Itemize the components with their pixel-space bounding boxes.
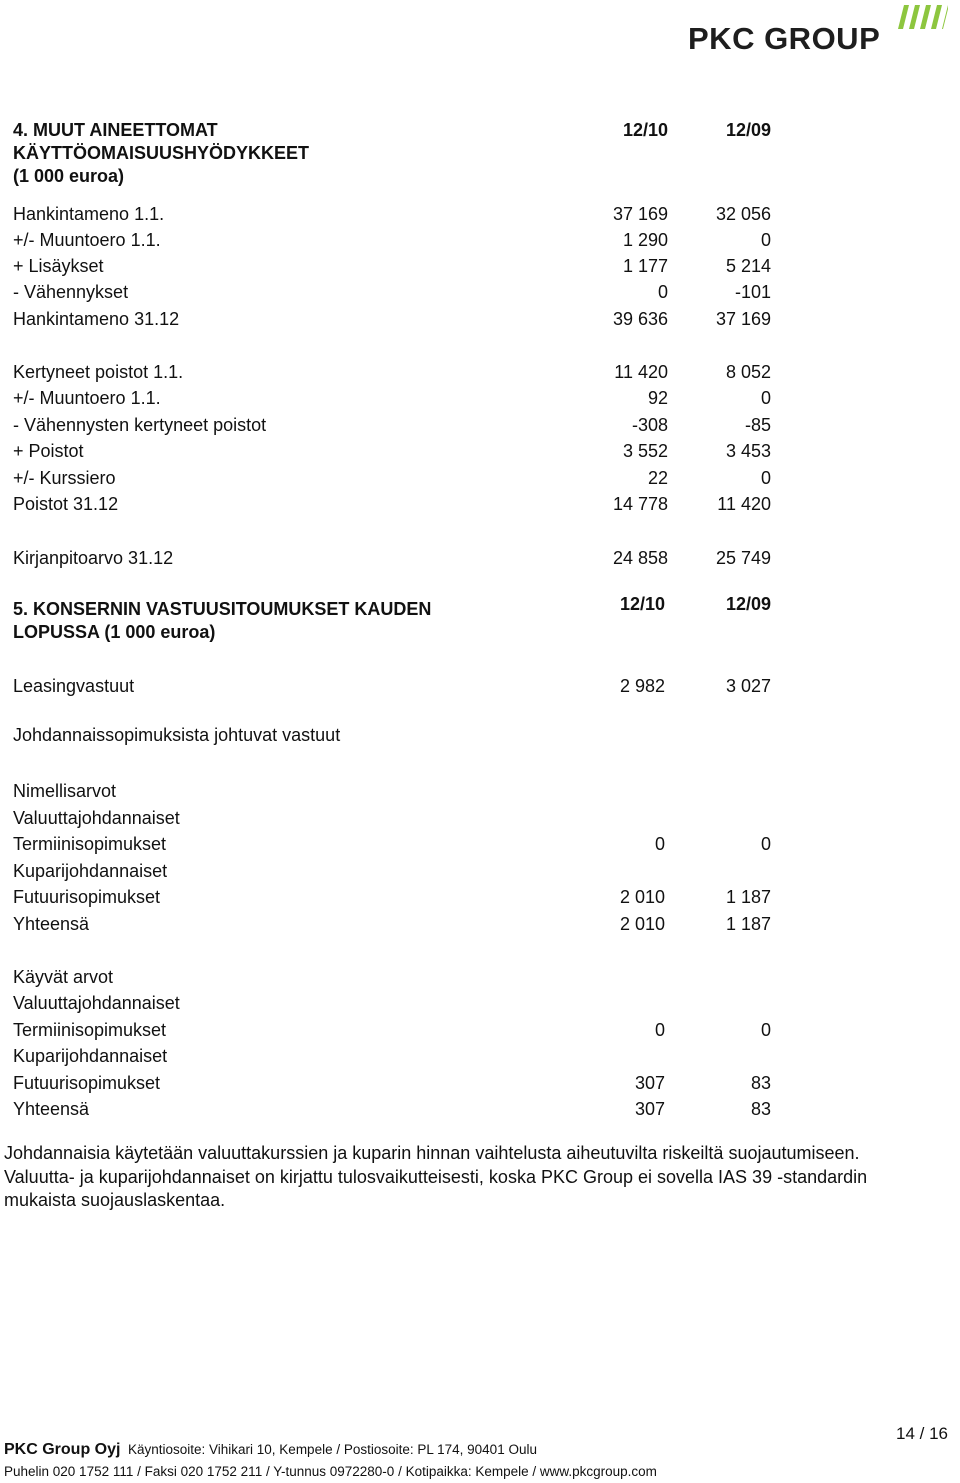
row-label: Kuparijohdannaiset bbox=[13, 1046, 168, 1066]
row-label: +/- Muuntoero 1.1. bbox=[13, 230, 161, 250]
row-value-12-10: 22 bbox=[647, 468, 668, 488]
row-label: + Lisäykset bbox=[13, 256, 104, 276]
row-value-12-10: 0 bbox=[654, 834, 665, 854]
note-line: Valuutta- ja kuparijohdannaiset on kirjattu tulosvaikutteisesti, koska PKC Group ei sovella IAS 39 -standardin bbox=[4, 1166, 868, 1187]
row-label: + Poistot bbox=[13, 441, 84, 461]
table-row bbox=[0, 832, 960, 856]
section5-title-line1: 5. KONSERNIN VASTUUSITOUMUKSET KAUDEN bbox=[13, 599, 432, 619]
row-value-12-09: 37 169 bbox=[715, 309, 771, 329]
row-label: Futuurisopimukset bbox=[13, 887, 161, 907]
page-number: 14 / 16 bbox=[896, 1424, 948, 1443]
row-value-12-09: 0 bbox=[760, 1020, 771, 1040]
table-row bbox=[0, 1044, 960, 1068]
table-row bbox=[0, 1097, 960, 1121]
section5-col-header-2: 12/09 bbox=[725, 594, 771, 614]
table-row bbox=[0, 723, 960, 747]
row-value-12-09: 3 453 bbox=[725, 441, 771, 461]
row-value-12-10: 14 778 bbox=[612, 494, 668, 514]
row-label: Käyvät arvot bbox=[13, 967, 114, 987]
note-line: mukaista suojauslaskentaa. bbox=[4, 1190, 226, 1210]
section4-col-header-1: 12/10 bbox=[622, 120, 668, 140]
row-value-12-10: 1 290 bbox=[622, 230, 668, 250]
table-row bbox=[0, 360, 960, 384]
section4-title-line1: 4. MUUT AINEETTOMAT bbox=[13, 120, 218, 140]
row-label: Valuuttajohdannaiset bbox=[13, 993, 180, 1013]
table-row bbox=[0, 254, 960, 278]
table-row bbox=[0, 674, 960, 698]
row-label: Kirjanpitoarvo 31.12 bbox=[13, 548, 174, 568]
pkc-group-logo bbox=[688, 0, 960, 60]
row-value-12-10: 37 169 bbox=[612, 204, 668, 224]
row-label: Termiinisopimukset bbox=[13, 834, 167, 854]
note-paragraph bbox=[4, 1142, 960, 1213]
section4-title-line2: KÄYTTÖOMAISUUSHYÖDYKKEET bbox=[13, 143, 310, 163]
table-row bbox=[0, 806, 960, 830]
row-label: Kertyneet poistot 1.1. bbox=[13, 362, 184, 382]
row-value-12-09: 11 420 bbox=[717, 494, 771, 514]
row-value-12-10: 0 bbox=[657, 282, 668, 302]
footer-line1 bbox=[4, 1441, 537, 1459]
table-row bbox=[0, 280, 960, 304]
row-value-12-09: 25 749 bbox=[715, 548, 771, 568]
table-row bbox=[0, 413, 960, 437]
row-value-12-10: 2 010 bbox=[619, 887, 665, 907]
row-value-12-09: 0 bbox=[760, 468, 771, 488]
section5-col-header-1: 12/10 bbox=[619, 594, 665, 614]
row-value-12-09: 83 bbox=[750, 1099, 771, 1119]
row-value-12-09: 3 027 bbox=[725, 676, 771, 696]
table-row bbox=[0, 492, 960, 516]
row-value-12-09: -101 bbox=[734, 282, 771, 302]
footer-company: PKC Group Oyj bbox=[4, 1441, 121, 1458]
table-row bbox=[0, 202, 960, 226]
table-row bbox=[0, 546, 960, 570]
logo-stripes-icon bbox=[898, 5, 948, 29]
row-label: +/- Muuntoero 1.1. bbox=[13, 388, 161, 408]
row-value-12-09: 1 187 bbox=[725, 887, 771, 907]
row-value-12-09: 5 214 bbox=[725, 256, 771, 276]
row-label: - Vähennykset bbox=[13, 282, 129, 302]
footer-address: Käyntiosoite: Vihikari 10, Kempele / Postiosoite: PL 174, 90401 Oulu bbox=[127, 1442, 537, 1457]
row-value-12-10: -308 bbox=[631, 415, 668, 435]
section4-col-header-2: 12/09 bbox=[725, 120, 771, 140]
row-label: Nimellisarvot bbox=[13, 781, 117, 801]
row-value-12-10: 24 858 bbox=[612, 548, 668, 568]
row-value-12-09: 1 187 bbox=[725, 914, 771, 934]
row-label: Futuurisopimukset bbox=[13, 1073, 161, 1093]
row-value-12-10: 2 982 bbox=[619, 676, 665, 696]
section4-title-line3: (1 000 euroa) bbox=[13, 166, 125, 186]
row-value-12-09: 0 bbox=[760, 834, 771, 854]
row-value-12-10: 3 552 bbox=[622, 441, 668, 461]
row-value-12-09: 83 bbox=[750, 1073, 771, 1093]
row-label: +/- Kurssiero bbox=[13, 468, 116, 488]
note-line: Johdannaisia käytetään valuuttakurssien ja kuparin hinnan vaihtelusta aiheutuvilta riskeiltä suojautumiseen. bbox=[4, 1143, 860, 1163]
row-label: - Vähennysten kertyneet poistot bbox=[13, 415, 267, 435]
row-value-12-10: 0 bbox=[654, 1020, 665, 1040]
table-row bbox=[0, 779, 960, 803]
section5-title-line2: LOPUSSA (1 000 euroa) bbox=[13, 622, 216, 642]
row-label: Yhteensä bbox=[13, 1099, 90, 1119]
table-row bbox=[0, 1018, 960, 1042]
table-row bbox=[0, 912, 960, 936]
row-value-12-10: 2 010 bbox=[619, 914, 665, 934]
table-row bbox=[0, 307, 960, 331]
row-label: Yhteensä bbox=[13, 914, 90, 934]
table-row bbox=[0, 991, 960, 1015]
table-row bbox=[0, 965, 960, 989]
row-value-12-10: 92 bbox=[647, 388, 668, 408]
table-row bbox=[0, 466, 960, 490]
row-value-12-09: 0 bbox=[760, 388, 771, 408]
row-value-12-09: 8 052 bbox=[725, 362, 771, 382]
row-value-12-09: -85 bbox=[744, 415, 771, 435]
row-value-12-09: 0 bbox=[760, 230, 771, 250]
row-label: Hankintameno 31.12 bbox=[13, 309, 180, 329]
row-label: Hankintameno 1.1. bbox=[13, 204, 165, 224]
row-value-12-10: 11 420 bbox=[614, 362, 668, 382]
row-label: Termiinisopimukset bbox=[13, 1020, 167, 1040]
table-row bbox=[0, 859, 960, 883]
row-label: Poistot 31.12 bbox=[13, 494, 119, 514]
row-value-12-10: 39 636 bbox=[612, 309, 668, 329]
row-value-12-10: 307 bbox=[634, 1099, 665, 1119]
row-value-12-09: 32 056 bbox=[715, 204, 771, 224]
table-row bbox=[0, 885, 960, 909]
table-row bbox=[0, 1071, 960, 1095]
table-row bbox=[0, 228, 960, 252]
table-row bbox=[0, 386, 960, 410]
row-value-12-10: 307 bbox=[634, 1073, 665, 1093]
row-value-12-10: 1 177 bbox=[622, 256, 668, 276]
row-label: Johdannaissopimuksista johtuvat vastuut bbox=[13, 725, 341, 745]
table-row bbox=[0, 439, 960, 463]
row-label: Leasingvastuut bbox=[13, 676, 135, 696]
logo-text: PKC GROUP bbox=[688, 21, 881, 56]
row-label: Valuuttajohdannaiset bbox=[13, 808, 180, 828]
footer-line2: Puhelin 020 1752 111 / Faksi 020 1752 211 / Y-tunnus 0972280-0 / Kotipaikka: Kempele / www.pkcgroup.com bbox=[4, 1464, 657, 1479]
row-label: Kuparijohdannaiset bbox=[13, 861, 168, 881]
